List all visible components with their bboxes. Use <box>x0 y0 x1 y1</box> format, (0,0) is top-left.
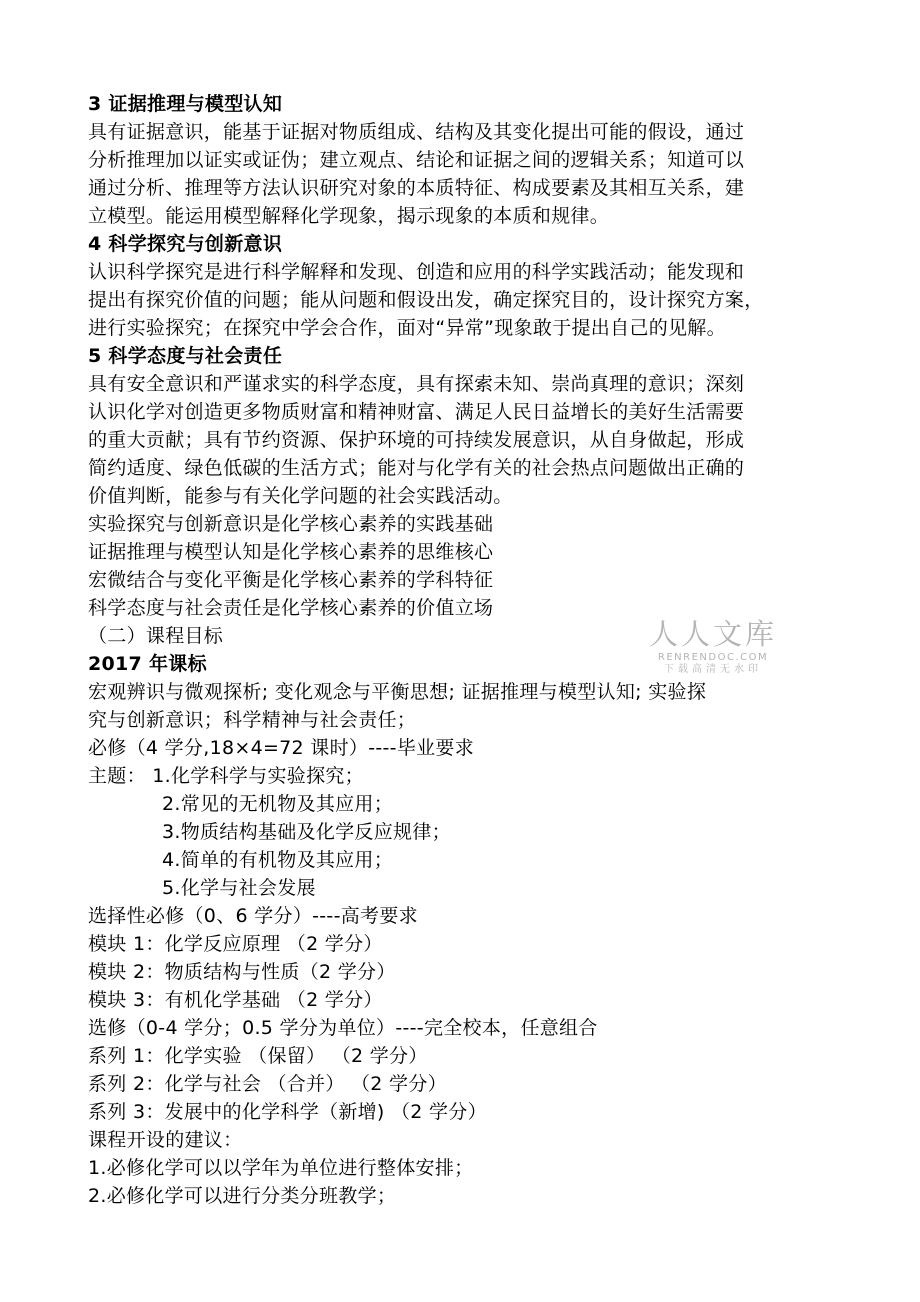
paragraph-line: 立模型。能运用模型解释化学现象，揭示现象的本质和规律。 <box>88 205 610 227</box>
summary-line: 宏微结合与变化平衡是化学核心素养的学科特征 <box>88 569 494 591</box>
topic-item: 5.化学与社会发展 <box>162 877 316 899</box>
selective-compulsory-heading: 选择性必修（0、6 学分）----高考要求 <box>88 905 418 927</box>
paragraph-line: 价值判断，能参与有关化学问题的社会实践活动。 <box>88 485 513 507</box>
suggestion-item: 1.必修化学可以以学年为单位进行整体安排； <box>88 1157 474 1179</box>
topic-item: 3.物质结构基础及化学反应规律； <box>162 821 451 843</box>
topic-item: 4.简单的有机物及其应用； <box>162 849 394 871</box>
section-heading-evidence-reasoning: 3 证据推理与模型认知 <box>88 93 283 115</box>
summary-line: 证据推理与模型认知是化学核心素养的思维核心 <box>88 541 494 563</box>
paragraph-line: 分析推理加以证实或证伪；建立观点、结论和证据之间的逻辑关系；知道可以 <box>88 149 745 171</box>
suggestion-heading: 课程开设的建议： <box>88 1129 243 1151</box>
paragraph-line: 简约适度、绿色低碳的生活方式；能对与化学有关的社会热点问题做出正确的 <box>88 457 745 479</box>
paragraph-line: 具有证据意识，能基于证据对物质组成、结构及其变化提出可能的假设，通过 <box>88 121 745 143</box>
module-item: 模块 3：有机化学基础 （2 学分） <box>88 989 383 1011</box>
topic-item: 2.常见的无机物及其应用； <box>162 793 394 815</box>
summary-line: 实验探究与创新意识是化学核心素养的实践基础 <box>88 513 494 535</box>
paragraph-line: 进行实验探究；在探究中学会合作，面对“异常”现象敢于提出自己的见解。 <box>88 317 726 339</box>
paragraph-line: 的重大贡献；具有节约资源、保护环境的可持续发展意识，从自身做起，形成 <box>88 429 745 451</box>
topic-item: 主题： 1.化学科学与实验探究； <box>88 765 364 787</box>
watermark-subtitle: 下载高清无水印 <box>664 664 762 675</box>
paragraph-line: 认识科学探究是进行科学解释和发现、创造和应用的科学实践活动；能发现和 <box>88 261 745 283</box>
section-heading-scientific-attitude: 5 科学态度与社会责任 <box>88 345 283 367</box>
summary-line: 科学态度与社会责任是化学核心素养的价值立场 <box>88 597 494 619</box>
paragraph-line: 究与创新意识；科学精神与社会责任； <box>88 709 417 731</box>
series-item: 系列 3：发展中的化学科学（新增) （2 学分） <box>88 1101 487 1123</box>
paragraph-line: 提出有探究价值的问题；能从问题和假设出发，确定探究目的，设计探究方案， <box>88 289 764 311</box>
section-heading-scientific-inquiry: 4 科学探究与创新意识 <box>88 233 283 255</box>
paragraph-line: 认识化学对创造更多物质财富和精神财富、满足人民日益增长的美好生活需要 <box>88 401 745 423</box>
paragraph-line: 具有安全意识和严谨求实的科学态度，具有探索未知、崇尚真理的意识；深刻 <box>88 373 745 395</box>
standard-year-heading: 2017 年课标 <box>88 653 207 675</box>
series-item: 系列 2：化学与社会 （合并） （2 学分） <box>88 1073 447 1095</box>
paragraph-line: 通过分析、推理等方法认识研究对象的本质特征、构成要素及其相互关系，建 <box>88 177 745 199</box>
watermark-url: RENRENDOC.COM <box>657 652 769 663</box>
watermark-title: 人人文库 <box>648 617 777 651</box>
module-item: 模块 2：物质结构与性质（2 学分） <box>88 961 396 983</box>
section-heading-course-goals: （二）课程目标 <box>88 625 224 647</box>
elective-heading: 选修（0-4 学分；0.5 学分为单位）----完全校本，任意组合 <box>88 1017 598 1039</box>
watermark-logo <box>648 616 778 676</box>
suggestion-item: 2.必修化学可以进行分类分班教学； <box>88 1185 397 1207</box>
paragraph-line: 宏观辨识与微观探析; 变化观念与平衡思想; 证据推理与模型认知; 实验探 <box>88 681 707 703</box>
series-item: 系列 1：化学实验 （保留） （2 学分） <box>88 1045 428 1067</box>
module-item: 模块 1：化学反应原理 （2 学分） <box>88 933 383 955</box>
compulsory-heading: 必修（4 学分,18×4=72 课时）----毕业要求 <box>88 737 475 759</box>
